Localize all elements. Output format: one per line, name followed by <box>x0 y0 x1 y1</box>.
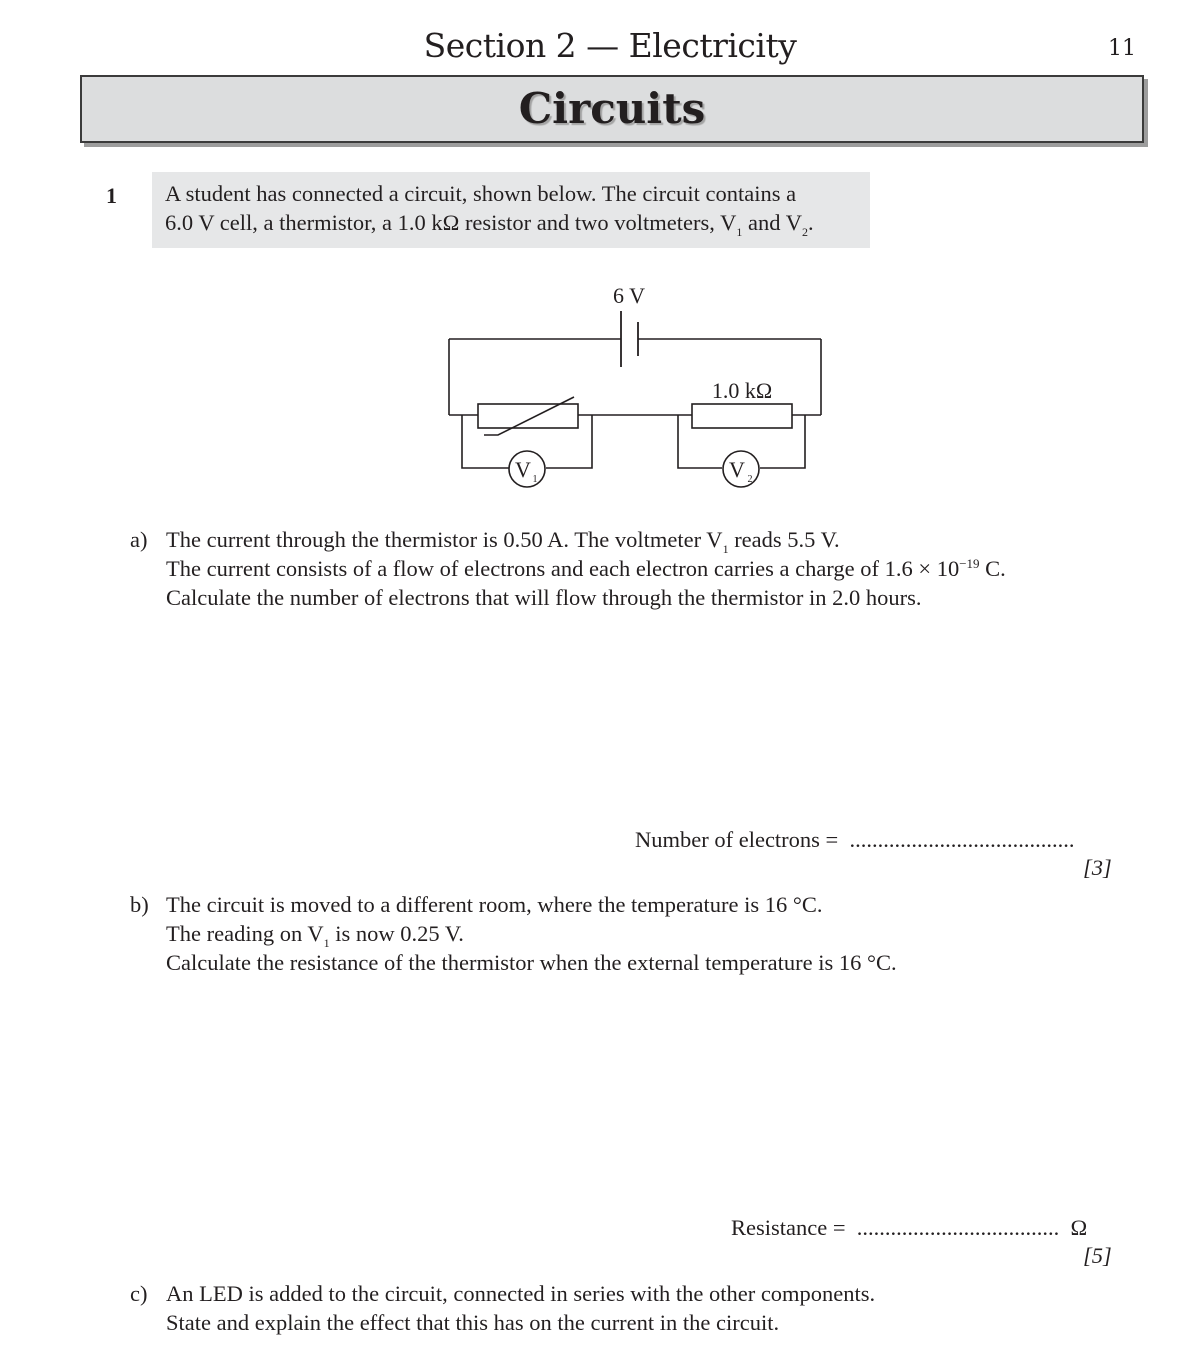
topic-title: Circuits <box>518 84 706 133</box>
intro-text: 6.0 V cell, a thermistor, a 1.0 kΩ resistor and two voltmeters, V <box>165 210 737 235</box>
part-c-line-1: An LED is added to the circuit, connected in series with the other components. <box>166 1281 876 1306</box>
part-a-text: reads 5.5 V. <box>728 527 840 552</box>
intro-text: and V <box>742 210 802 235</box>
part-a-line-3: Calculate the number of electrons that will flow through the thermistor in 2.0 hours. <box>166 585 922 610</box>
answer-blank[interactable]: ........................................ <box>849 827 1075 852</box>
thermistor-body <box>478 404 578 428</box>
part-b-text: The reading on V <box>166 921 324 946</box>
part-c-line-2: State and explain the effect that this has on the current in the circuit. <box>166 1310 780 1335</box>
answer-unit: Ω <box>1070 1215 1088 1240</box>
superscript: −19 <box>959 556 980 571</box>
part-b-line-2 <box>166 921 464 951</box>
v2-wire-left <box>678 415 722 468</box>
voltmeter-v2-letter: V <box>729 457 745 482</box>
thermistor-slash <box>484 397 574 435</box>
resistor-label: 1.0 kΩ <box>711 378 773 403</box>
voltmeter-v1-sub: 1 <box>532 474 538 485</box>
part-a-text: The current consists of a flow of electrons and each electron carries a charge of 1.6 × 10 <box>166 556 960 581</box>
part-a-text: C. <box>979 556 1006 581</box>
subscript: 1 <box>323 936 330 950</box>
part-b-marks: [5] <box>1083 1243 1112 1268</box>
subscript: 2 <box>801 225 808 239</box>
answer-label: Number of electrons = <box>635 827 839 852</box>
question-number: 1 <box>106 183 117 208</box>
intro-line-1: A student has connected a circuit, shown below. The circuit contains a <box>165 181 797 206</box>
answer-blank[interactable]: .................................... <box>856 1215 1060 1240</box>
v2-wire-right <box>760 415 805 468</box>
part-a-answer-field[interactable] <box>635 827 1075 853</box>
part-a-marks: [3] <box>1083 855 1112 880</box>
part-b-answer-field[interactable] <box>731 1215 1087 1241</box>
part-b-line-3: Calculate the resistance of the thermistor when the external temperature is 16 °C. <box>166 950 897 975</box>
subscript: 1 <box>736 225 743 239</box>
subscript: 1 <box>722 542 729 556</box>
part-b-label: b) <box>130 892 149 917</box>
part-c-label: c) <box>130 1281 148 1306</box>
part-a-text: The current through the thermistor is 0.50 A. The voltmeter V <box>166 527 723 552</box>
voltmeter-v1-letter: V <box>515 457 531 482</box>
circuit-diagram <box>0 0 1200 520</box>
cell-label: 6 V <box>613 283 645 308</box>
part-a-line-1 <box>166 527 840 557</box>
resistor-body <box>692 404 792 428</box>
v1-wire-left <box>462 415 509 468</box>
v1-wire-right <box>546 415 592 468</box>
part-a-line-2 <box>166 556 1006 582</box>
part-b-line-1: The circuit is moved to a different room, where the temperature is 16 °C. <box>166 892 823 917</box>
intro-text: . <box>807 210 814 235</box>
voltmeter-v2-sub: 2 <box>747 474 753 485</box>
page-number: 11 <box>1108 36 1136 61</box>
section-title: Section 2 — Electricity <box>423 26 797 65</box>
answer-label: Resistance = <box>731 1215 846 1240</box>
part-b-text: is now 0.25 V. <box>329 921 464 946</box>
part-a-label: a) <box>130 527 148 552</box>
